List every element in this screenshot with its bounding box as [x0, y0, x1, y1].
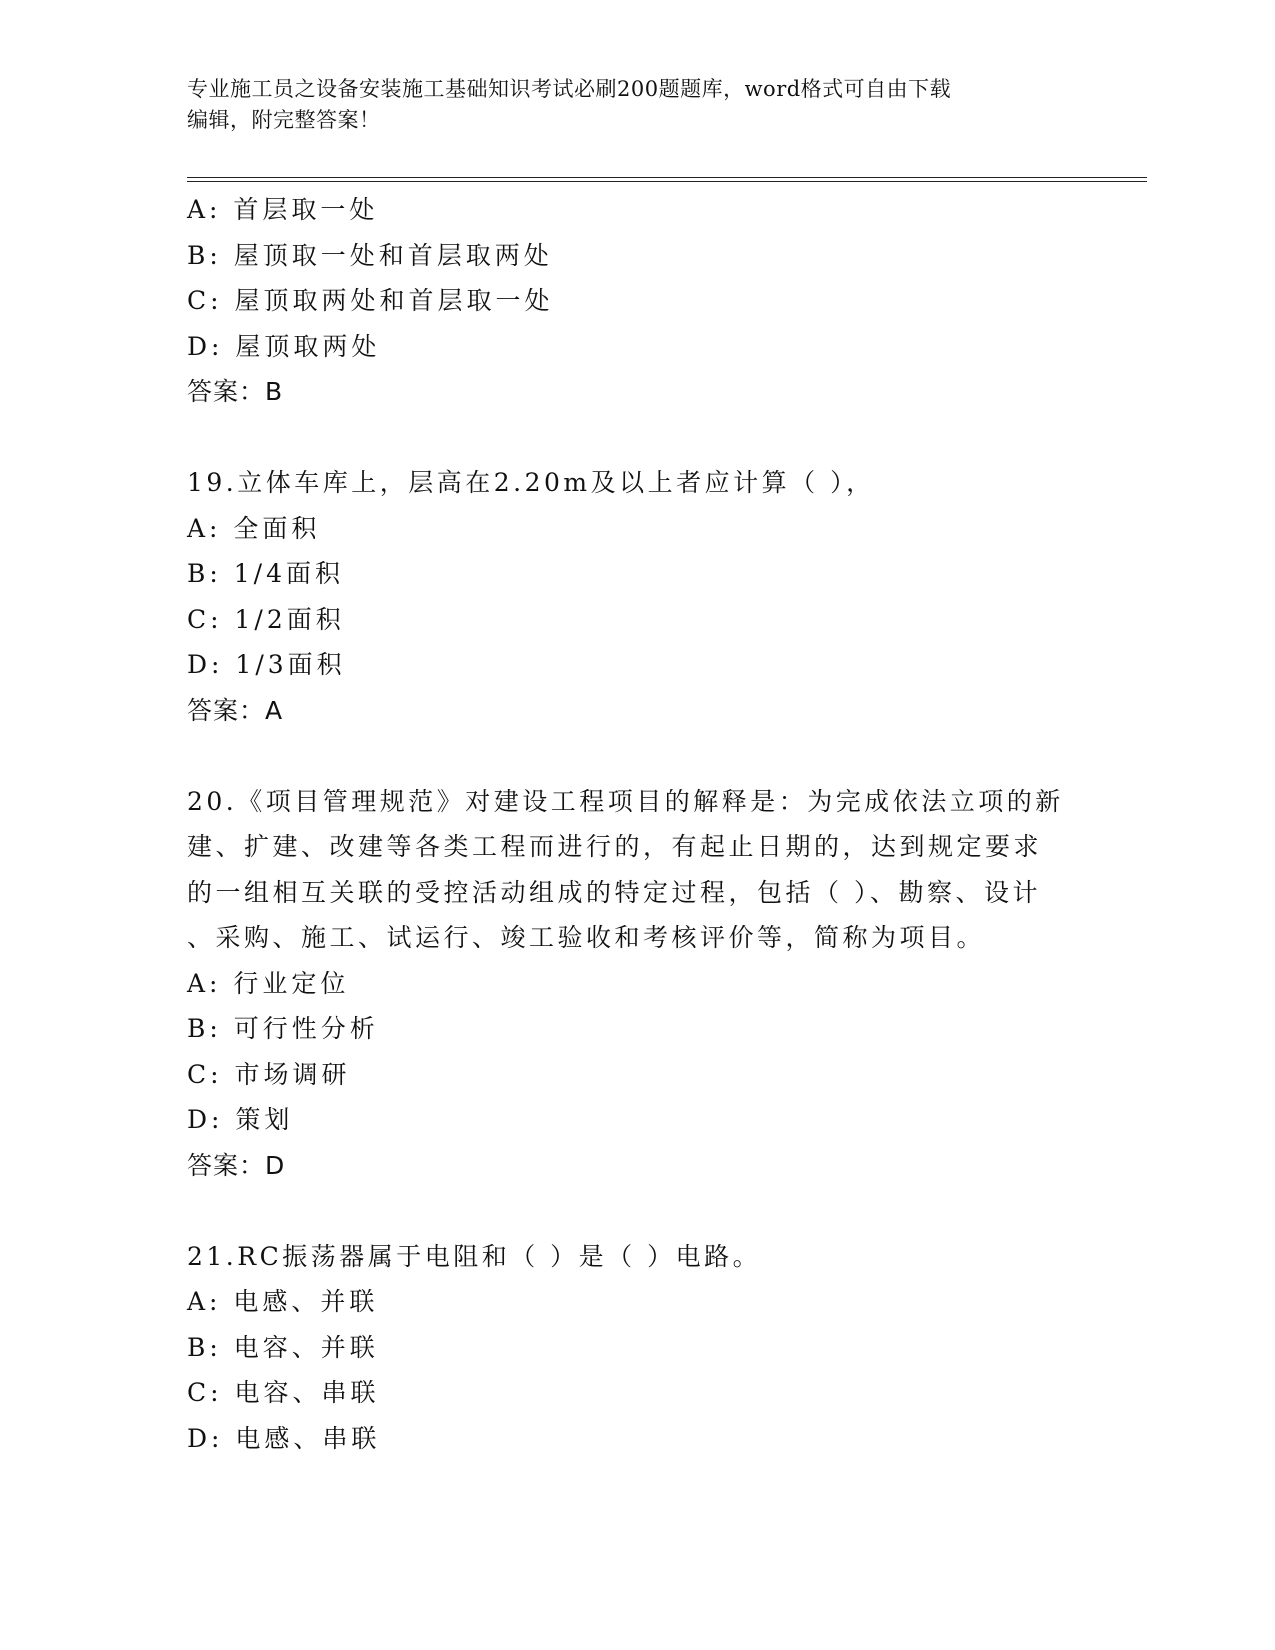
option-b: B: 电容、并联: [187, 1332, 379, 1362]
question-list: [187, 187, 1147, 1461]
spacer: [187, 415, 1147, 461]
document-header: 专业施工员之设备安装施工基础知识考试必刷200题题库，word格式可自由下载 编辑，附完整答案！: [187, 77, 952, 132]
question-21: [187, 1234, 1147, 1462]
option-c: C: 市场调研: [187, 1059, 351, 1089]
option-c: C: 屋顶取两处和首层取一处: [187, 286, 554, 315]
option-a: A: 电感、并联: [187, 1287, 379, 1316]
question-text: 20.《项目管理规范》对建设工程项目的解释是：为完成依法立项的新 建、扩建、改建等各类工程而进行的，有起止日期的，达到规定要求 的一组相互关联的受控活动组成的特定过程，包括（ ）、勘察、设计 、采购、施工、试运行、竣工验收和考核评价等，简称为项目。: [187, 786, 1064, 952]
question-fragment: [187, 187, 1147, 415]
option-c: C: 1/2面积: [187, 604, 345, 634]
header-divider: [187, 177, 1147, 182]
answer: 答案：A: [187, 695, 284, 725]
option-b: B: 屋顶取一处和首层取两处: [187, 240, 553, 270]
question-text: 21.RC振荡器属于电阻和（ ）是（ ）电路。: [187, 1241, 762, 1271]
spacer: [187, 733, 1147, 779]
option-d: D: 1/3面积: [187, 650, 346, 679]
option-a: A: 首层取一处: [187, 195, 379, 224]
spacer: [187, 1188, 1147, 1234]
option-b: B: 可行性分析: [187, 1014, 379, 1043]
question-text: 19.立体车库上，层高在2.20m及以上者应计算（ ），: [187, 468, 875, 497]
answer: 答案：D: [187, 1150, 286, 1180]
option-c: C: 电容、串联: [187, 1378, 380, 1407]
option-b: B: 1/4面积: [187, 559, 344, 588]
option-d: D: 屋顶取两处: [187, 331, 381, 361]
question-20: [187, 779, 1147, 1189]
option-a: A: 全面积: [187, 513, 321, 543]
option-d: D: 电感、串联: [187, 1423, 381, 1453]
option-a: A: 行业定位: [187, 968, 350, 998]
document-page: [187, 0, 1147, 1650]
question-19: [187, 460, 1147, 733]
answer: 答案：B: [187, 377, 284, 406]
option-d: D: 策划: [187, 1105, 294, 1134]
